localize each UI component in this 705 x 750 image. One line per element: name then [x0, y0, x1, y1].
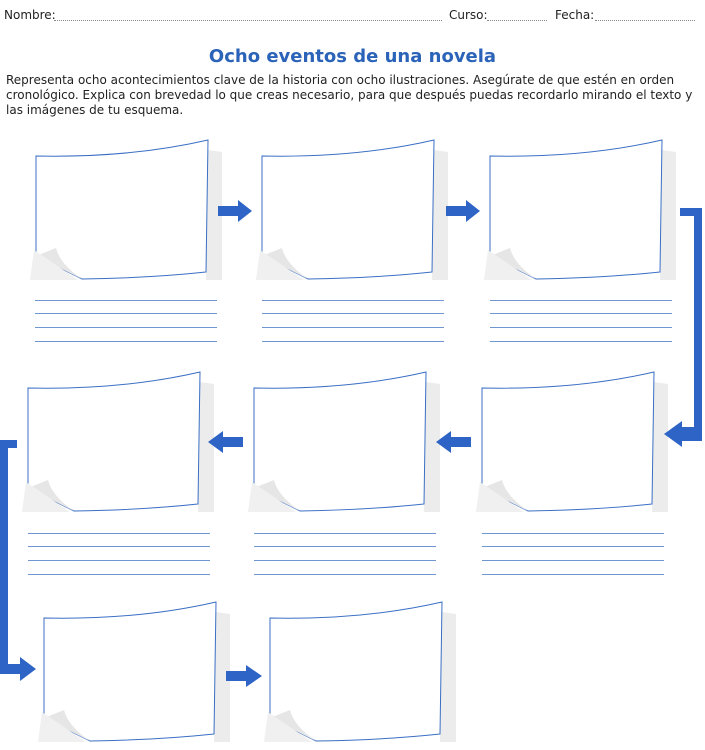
course-label: Curso:: [449, 8, 488, 22]
name-field[interactable]: [54, 20, 442, 21]
writing-line: [28, 533, 210, 534]
paper-frame-icon: [38, 600, 238, 750]
paper-frame-icon: [256, 138, 456, 288]
instructions-text: Representa ocho acontecimientos clave de la historia con ocho ilustraciones. Asegúrate de que estén en orden cronológico. Explica con brevedad lo que creas necesario, para que después puedas recordarlo mirando el texto y las imágenes de tu esquema.: [6, 73, 693, 117]
writing-line: [254, 574, 436, 575]
writing-line: [262, 300, 444, 301]
writing-line: [35, 313, 217, 314]
writing-line: [482, 533, 664, 534]
paper-frame-icon: [22, 370, 222, 520]
illustration-frame-2[interactable]: [256, 138, 456, 288]
writing-line: [482, 546, 664, 547]
date-field[interactable]: [595, 20, 695, 21]
illustration-frame-7[interactable]: [38, 600, 238, 750]
writing-line: [482, 560, 664, 561]
illustration-frame-3[interactable]: [484, 138, 684, 288]
writing-line: [262, 327, 444, 328]
paper-frame-icon: [476, 370, 676, 520]
writing-line: [28, 574, 210, 575]
illustration-frame-4[interactable]: [476, 370, 676, 520]
arrow-right-icon: [216, 199, 254, 223]
illustration-frame-8[interactable]: [264, 600, 464, 750]
illustration-frame-5[interactable]: [248, 370, 448, 520]
writing-line: [490, 327, 672, 328]
arrow-left-icon: [205, 430, 245, 454]
page-title: Ocho eventos de una novela: [208, 46, 497, 67]
illustration-frame-6[interactable]: [22, 370, 222, 520]
connector-arrow-down-left-icon: [660, 205, 705, 450]
paper-frame-icon: [248, 370, 448, 520]
writing-line: [490, 341, 672, 342]
writing-line: [254, 546, 436, 547]
arrow-right-icon: [444, 199, 482, 223]
writing-line: [490, 300, 672, 301]
writing-line: [35, 300, 217, 301]
writing-line: [35, 327, 217, 328]
illustration-frame-1[interactable]: [30, 138, 230, 288]
writing-line: [254, 533, 436, 534]
paper-frame-icon: [30, 138, 230, 288]
writing-line: [262, 313, 444, 314]
writing-line: [28, 560, 210, 561]
name-label: Nombre:: [4, 8, 56, 22]
course-field[interactable]: [487, 20, 547, 21]
writing-line: [28, 546, 210, 547]
paper-frame-icon: [264, 600, 464, 750]
writing-line: [490, 313, 672, 314]
arrow-left-icon: [433, 430, 473, 454]
writing-line: [254, 560, 436, 561]
date-label: Fecha:: [555, 8, 595, 22]
arrow-right-icon: [224, 664, 264, 688]
writing-line: [35, 341, 217, 342]
writing-line: [262, 341, 444, 342]
writing-line: [482, 574, 664, 575]
connector-arrow-down-right-icon: [0, 438, 38, 686]
paper-frame-icon: [484, 138, 684, 288]
